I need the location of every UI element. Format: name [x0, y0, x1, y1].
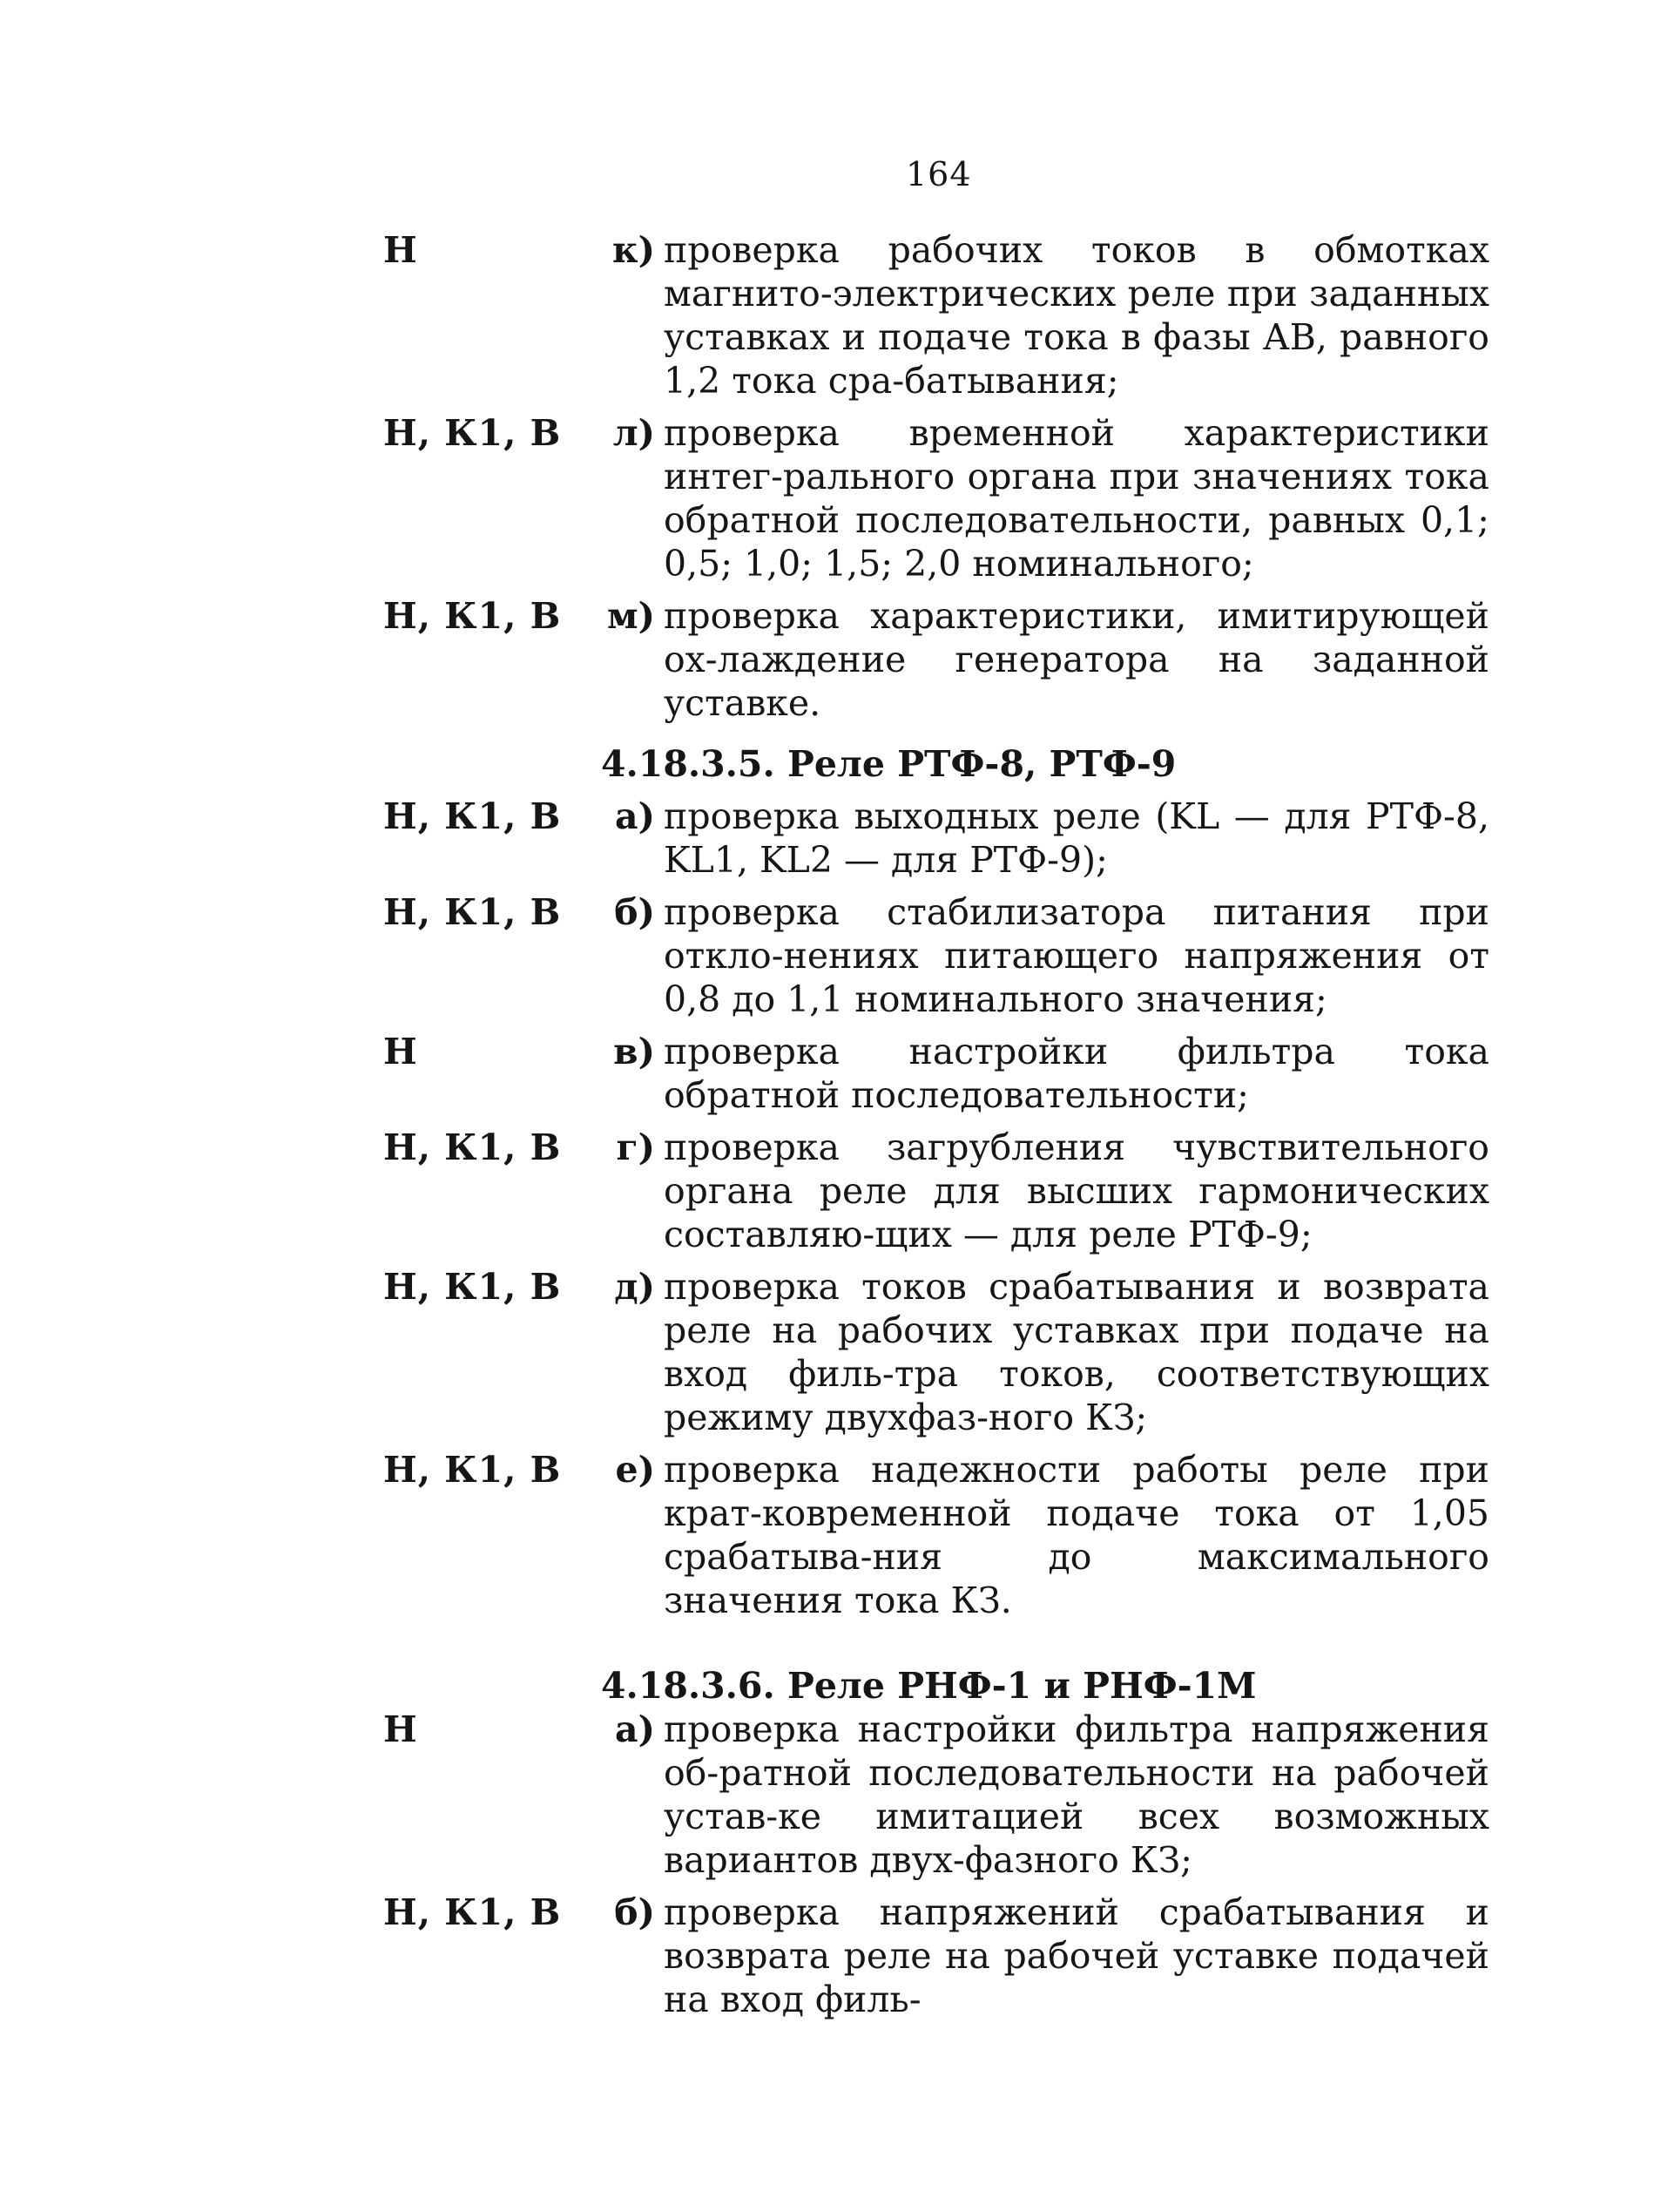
check-type-code: Н	[383, 229, 418, 271]
item-marker: г)	[616, 1126, 655, 1168]
list-item	[383, 1030, 1489, 1117]
check-type-code: Н, К1, В	[383, 1266, 562, 1308]
item-text: проверка токов срабатывания и возврата реле на рабочих уставках при подаче на вход филь-тра токов, соответствующих режиму двухфаз-ного КЗ;	[664, 1266, 1489, 1438]
item-marker: а)	[615, 795, 655, 837]
section-heading: 4.18.3.5. Реле РТФ-8, РТФ-9	[601, 743, 1177, 785]
item-text: проверка выходных реле (KL — для РТФ-8, KL1, KL2 — для РТФ-9);	[664, 795, 1489, 881]
item-text: проверка настройки фильтра тока обратной последовательности;	[664, 1031, 1489, 1116]
item-text: проверка надежности работы реле при крат-ковременной подаче тока от 1,05 срабатыва-ния до максимального значения тока КЗ.	[664, 1449, 1489, 1621]
item-text: проверка стабилизатора питания при откло-нениях питающего напряжения от 0,8 до 1,1 номинального значения;	[664, 891, 1489, 1020]
list-item	[383, 1891, 1489, 2021]
item-text: проверка напряжений срабатывания и возврата реле на рабочей уставке подачей на вход филь-	[664, 1891, 1489, 2020]
section-heading: 4.18.3.6. Реле РНФ-1 и РНФ-1М	[601, 1665, 1257, 1707]
item-marker: д)	[614, 1266, 655, 1308]
item-marker: м)	[606, 595, 655, 637]
item-text: проверка рабочих токов в обмотках магнито-электрических реле при заданных уставках и подаче тока в фазы АВ, равного 1,2 тока сра-батывания;	[664, 229, 1489, 402]
list-item	[383, 795, 1489, 882]
check-type-code: Н, К1, В	[383, 1449, 562, 1491]
check-type-code: Н, К1, В	[383, 595, 562, 637]
item-text: проверка загрубления чувствительного органа реле для высших гармонических составляю-щих — для реле РТФ-9;	[664, 1126, 1489, 1255]
check-type-code: Н, К1, В	[383, 891, 562, 933]
list-item	[383, 1265, 1489, 1439]
item-marker: е)	[615, 1449, 655, 1491]
check-type-code: Н, К1, В	[383, 1891, 562, 1933]
page-number: 164	[906, 155, 972, 193]
item-text: проверка настройки фильтра напряжения об-ратной последовательности на рабочей устав-ке имитацией всех возможных вариантов двух-фазного КЗ;	[664, 1708, 1489, 1881]
item-marker: л)	[612, 412, 655, 454]
item-marker: б)	[614, 891, 655, 933]
item-marker: в)	[613, 1031, 655, 1072]
list-item	[383, 1448, 1489, 1622]
check-type-code: Н, К1, В	[383, 795, 562, 837]
item-text: проверка временной характеристики интег-рального органа при значениях тока обратной последовательности, равных 0,1; 0,5; 1,0; 1,5; 2,0 номинального;	[664, 412, 1489, 585]
item-text: проверка характеристики, имитирующей ох-лаждение генератора на заданной уставке.	[664, 595, 1489, 724]
list-item	[383, 228, 1489, 402]
document-body	[383, 228, 1489, 2021]
check-type-code: Н	[383, 1031, 418, 1072]
check-type-code: Н	[383, 1708, 418, 1750]
item-marker: а)	[615, 1708, 655, 1750]
check-type-code: Н, К1, В	[383, 412, 562, 454]
list-item	[383, 594, 1489, 725]
list-item	[383, 890, 1489, 1021]
item-marker: к)	[611, 229, 655, 271]
check-type-code: Н, К1, В	[383, 1126, 562, 1168]
list-item	[383, 411, 1489, 585]
list-item	[383, 1126, 1489, 1256]
list-item	[383, 1708, 1489, 1882]
item-marker: б)	[614, 1891, 655, 1933]
